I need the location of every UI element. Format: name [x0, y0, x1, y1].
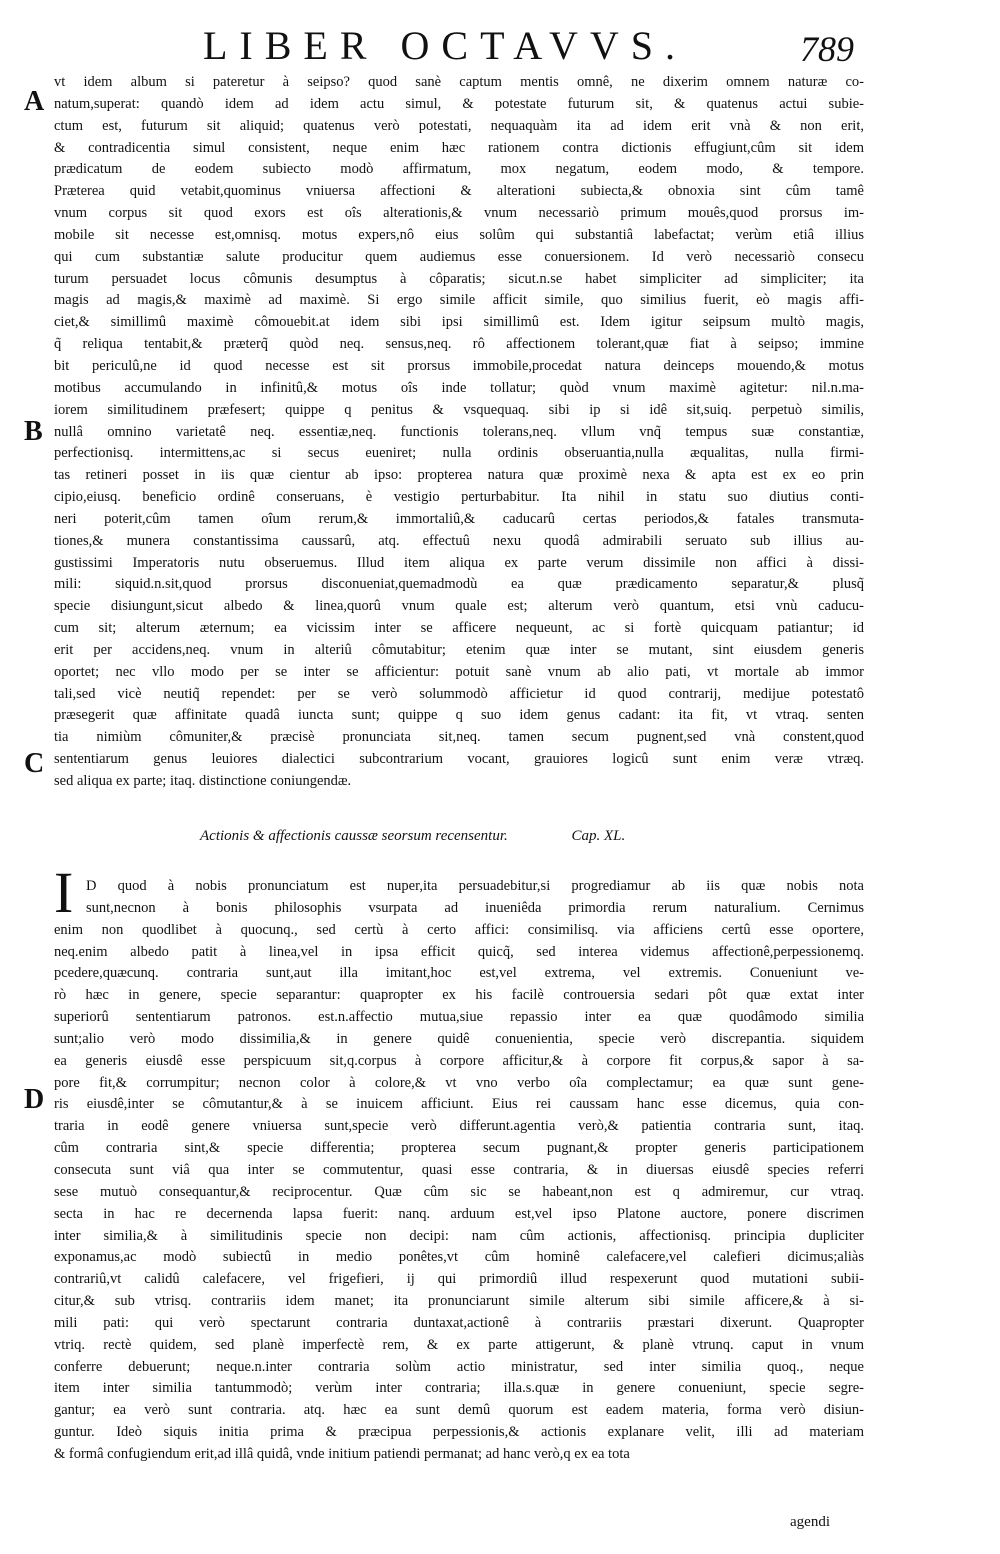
text-line: vt idem album si pateretur à seipso? quod sanè captum mentis omnê, ne dixerim omnem naturæ co- [54, 74, 864, 90]
text-line: neq.enim albedo patit à linea,vel in ipsa efficit quicq̃, sed interea videmus affectionê,perpessionemq. [54, 943, 864, 960]
text-line: cipio,eiusq. beneficio ordinê conseruans, è vestigio perturbabitur. Ita nihil in statu suo diutius conti- [54, 489, 864, 506]
text-line: superiorû sententiarum patronos. est.n.affectio mutua,siue repassio inter ea quæ quodâmodo similia [54, 1009, 864, 1026]
text-line: specie disiungunt,sicut albedo & linea,quorû vnum quale est; alterum verò quantum, etsi vnù caducu- [54, 598, 864, 615]
text-line: qui cum substantiæ salute producitur quem audiemus esse conuersionem. Id verò necessariò consecu [54, 248, 864, 265]
text-line: tali,sed vicè neutiq̃ rependet: per se verò solummodò afficietur id quod contrarij, medijue potestatô [54, 685, 864, 702]
text-line: bit periculû,ne id quod necesse est sit prorsus immobile,procedat natura deinceps mouendo,& motus [54, 357, 864, 374]
text-line: tas retineri posset in iis quæ cientur ab ipso: propterea natura quæ proximè nexa & apta est ex eo prin [54, 467, 864, 484]
text-line: secta in hac re decernenda lapsa fuerit: nanq. arduum est,vel ipso Platone auctore, ponere discrimen [54, 1205, 864, 1222]
text-line: sed aliqua ex parte; itaq. distinctione coniungendæ. [54, 773, 352, 789]
text-line: natum,superat: quandò idem ad idem actu simul, & potestate futurum sit, & quatenus actui subie- [54, 95, 864, 112]
section-1-text [54, 72, 864, 793]
margin-letter-c: C [24, 748, 45, 779]
text-line: sunt;alio verò modo dissimilia,& in genere quidê conuenientia, specie verò discrepantia. siquidem [54, 1030, 864, 1047]
chapter-heading [200, 828, 800, 845]
text-line: mili pati: qui verò spectarunt contraria duntaxat,actionê à contrariis præstari dixerunt. Quapropter [54, 1314, 864, 1331]
text-line: ctum est, futurum sit aliquid; quatenus verò potestati, nequaquàm ita ad idem erit vnà & non erit, [54, 117, 864, 134]
text-line: turum persuadet locus cômunis desumptus à côparatis; sicut.n.se habet simpliciter ad simpliciter; ita [54, 270, 864, 287]
text-line: neri poterit,cûm tamen oîum rerum,& immortaliû,& caducarû certas periodos,& fatales transmuta- [54, 510, 864, 527]
text-line: sunt,necnon à bonis philosophis vsurpata ad inueniêda primordia rerum naturalium. Cernimus [86, 899, 864, 916]
chapter-title: Actionis & affectionis caussæ seorsum recensentur. [200, 828, 508, 844]
text-line: rò hæc in genere, specie separantur: quapropter ex his facilè controuersia sedari pôt quæ extat inter [54, 987, 864, 1004]
text-line: & formâ confugiendum erit,ad illâ quidâ, vnde initium patiendi permanat; ad hanc verò,q ex ea tota [54, 1445, 630, 1462]
drop-cap: I [54, 860, 74, 925]
text-line: contrariû,vt calidû calefacere, vel frigefieri, ij qui primordiû illud respexerunt quod mutationi subii- [54, 1271, 864, 1288]
text-line: prædicatum de eodem subiecto modò affirmatum, mox negatum, eodem modo, & tempore. [54, 161, 864, 178]
text-line: inter similia,& à similitudinis specie non decipi: nam cûm actionis, affectionisq. principia dupliciter [54, 1227, 864, 1244]
text-line: ris eiusdê,inter se cômutantur,& à se inuicem afficiunt. Eius rei caussam hanc esse dicemus, quia con- [54, 1096, 864, 1113]
text-line: vtriq. rectè quidem, sed planè imperfectè rem, & ex parte attigerunt, & planè vtrunq. caput in vnum [54, 1336, 864, 1353]
text-line: mobile sit necesse est,omnisq. motus expers,nô eius solûm qui substantiâ labefactat; verùm etiâ illius [54, 226, 864, 243]
margin-letter-b: B [24, 416, 43, 447]
text-line: sententiarum genus leuiores dialectici subcontrarium vocant, grauiores logicû sunt enim veræ vtræq. [54, 751, 864, 768]
text-line: cûm contraria sint,& specie differentia; propterea secum pugnant,& propter generis participationem [54, 1140, 864, 1157]
text-line: consecuta sunt viâ qua inter se commutentur, quasi esse contraria, & in diuersas eiusdê species referri [54, 1161, 864, 1178]
text-line: oportet; nec vllo modo per se inter se afficientur: potuit sanè vnum ab alio pati, vt mortale ab immor [54, 663, 864, 680]
text-line: Præterea quid vetabit,quominus vniuersa affectioni & alterationi subiecta,& obnoxia sint cûm tamê [54, 183, 864, 200]
text-line: nullâ omnino varietatê neq. essentiæ,neq. functionis tolerans,neq. vllum vnq̃ tempus suæ constantiæ, [54, 423, 864, 440]
text-line: iorem similitudinem præfesert; quippe q penitus & vsquequaq. sibi ip si idê sit,suiq. perpetuò similis, [54, 401, 864, 418]
text-line: præsegerit quæ affinitate quadâ iuncta sunt; quippe q suo idem genus cadant: ita fit, vt vtraq. senten [54, 707, 864, 724]
text-line: D quod à nobis pronunciatum est nuper,ita persuadebitur,si progrediamur ab iis quæ nobis nota [86, 878, 864, 894]
text-line: sese mutuò consequantur,& reciprocentur. Quæ cûm sic se habeant,non est q admiremur, cur vtraq. [54, 1183, 864, 1200]
catchword: agendi [790, 1514, 830, 1530]
text-line: traria in eodê genere vniuersa sunt,specie verò differunt.agentia verò,& patientia contraria sunt, itaq. [54, 1118, 864, 1135]
text-line: pcedere,quæcunq. contraria sunt,aut illa imitant,hoc est,vel extrema, vel extremis. Conueniunt ve- [54, 965, 864, 982]
text-line: ciet,& simillimû maximè cômouebit.at idem sibi ipsi simillimû est. Idem igitur seipsum multò magis, [54, 314, 864, 331]
text-line: erit per accidens,neq. vnum in alteriû cômutabitur; etenim quæ inter se mutant, sint eiusdem generis [54, 641, 864, 658]
text-line: & contradicentia simul consistent, neque enim hæc rationem contra dictionis effugiunt,cûm sit idem [54, 139, 864, 156]
text-line: enim non quodlibet à quocunq., sed certù à certo affici: consimilisq. via afficiens certû esse oportere, [54, 921, 864, 938]
text-line: q̃ reliqua tentabit,& præterq̃ quòd neq. sensus,neq. rô affectionem tolerant,quæ fiat à seipso; immine [54, 336, 864, 353]
text-line: exponamus,ac modò subiectû in medio ponêtes,vt cûm hominê calefacere,vel calefieri dicimus;aliàs [54, 1249, 864, 1266]
text-line: guntur. Ideò siquis initia prima & præcipua perpessionis,& actionis explanare velit, illi ad materiam [54, 1424, 864, 1441]
running-title: LIBER OCTAVVS. [202, 23, 688, 68]
page-number: 789 [800, 29, 854, 69]
text-line: perfectionisq. intermittens,ac si secus eueniret; nulla ordinis obseruantia,nulla æqualitas, nulla firmi- [54, 445, 864, 462]
text-line: tia nimiùm cômuniter,& præcisè pronunciata sit,neq. tamen secum pugnent,sed vnà constent,quod [54, 729, 864, 746]
chapter-label: Cap. XL. [571, 828, 626, 844]
text-line: cum sit; alterum æternum; ea vicissim inter se afficere nequeunt, ac si fortè quicquam patiantur; id [54, 620, 864, 637]
text-line: pore fit,& corrumpitur; necnon color à colore,& vt vno verbo oîa complectamur; ea quæ sunt gene- [54, 1074, 864, 1091]
text-line: gantur; ea verò sunt contraria. atq. hæc ea sunt demû quorum est eadem materia, forma verò disiun- [54, 1402, 864, 1419]
text-line: motibus accumulando in infinitû,& motus oîs inde tollatur; quòd vnum maximè agitetur: nil.n.ma- [54, 379, 864, 396]
text-line: ea generis eiusdê esse perspicuum sit,q.corpus à corpore afficitur,& à corpore fit corpus,& sapor à sa- [54, 1052, 864, 1069]
text-line: mili: siquid.n.sit,quod prorsus disconueniat,quemadmodù ea quæ prædicamento separatur,& plusq̃ [54, 576, 864, 593]
section-2-text [54, 876, 864, 1466]
margin-letter-d: D [24, 1084, 45, 1115]
text-line: magis ad magis,& maximè ad maximè. Si ergo simile afficit simile, quo similius fuerit, eò magis affi- [54, 292, 864, 309]
text-line: tiones,& munera constantissima caussarû, atq. effectuû nexu quodâ admirabili seruato sub illius au- [54, 532, 864, 549]
margin-letter-a: A [24, 86, 45, 117]
text-line: conferre debuerunt; neque.n.inter contraria solùm actio ministratur, sed inter similia quoq., neque [54, 1358, 864, 1375]
text-line: gustissimi Imperatoris nutu obseruemus. Illud item aliqua ex parte verum dissimile non affici à dissi- [54, 554, 864, 571]
text-line: vnum corpus sit quod exors est oîs alterationis,& vnum necessariò primum mouês,quod prorsus im- [54, 205, 864, 222]
text-line: item inter similia tantummodò; verùm inter contraria; illa.s.quæ in genere conueniunt, specie segre- [54, 1380, 864, 1397]
text-line: citur,& sub vtrisq. contrariis idem manet; ita pronunciarunt simile alterum sibi simile afficere,& à si- [54, 1293, 864, 1310]
